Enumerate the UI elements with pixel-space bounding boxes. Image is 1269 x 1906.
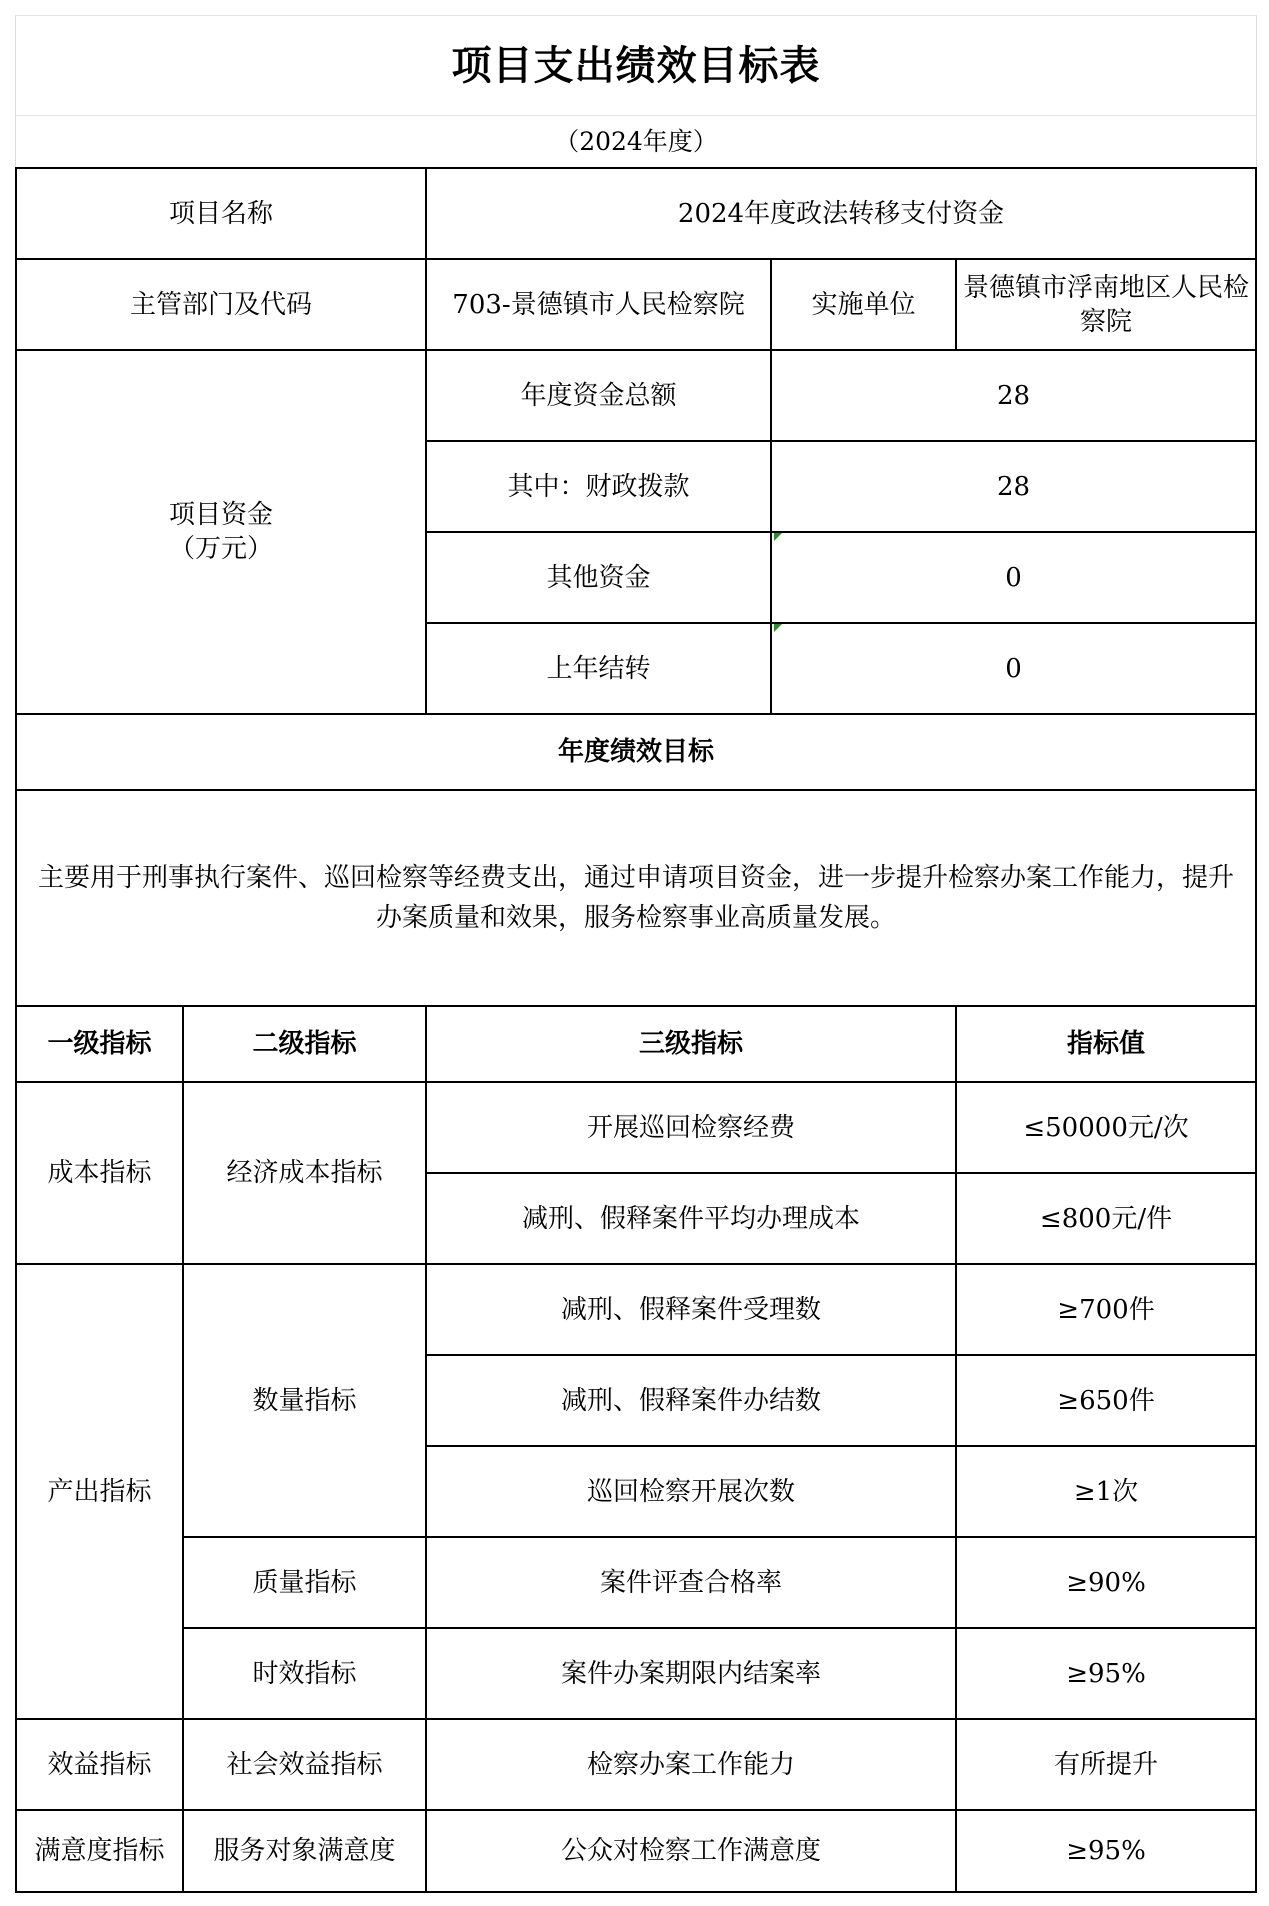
level2-quality: 质量指标 [184,1538,427,1629]
goal-text: 主要用于刑事执行案件、巡回检察等经费支出，通过申请项目资金，进一步提升检察办案工作能力，提升办案质量和效果，服务检察事业高质量发展。 [17,791,1255,1007]
funds-row-value: 0 [772,624,1255,715]
indicator-value: ≥1次 [957,1447,1255,1538]
funds-label-line2: （万元） [168,534,273,564]
indicator-value: ≥700件 [957,1265,1255,1356]
level2-timeliness: 时效指标 [184,1629,427,1720]
header-level3: 三级指标 [427,1007,957,1083]
level3-indicator: 巡回检察开展次数 [427,1447,957,1538]
funds-row-value: 0 [772,533,1255,624]
page-title: 项目支出绩效目标表 [451,43,821,89]
cell-comment-marker [774,624,782,632]
project-name-value: 2024年度政法转移支付资金 [427,169,1255,260]
funds-row-value: 28 [772,442,1255,533]
project-name-label: 项目名称 [17,169,427,260]
indicator-value: 有所提升 [957,1720,1255,1811]
year-block [15,115,1257,168]
funds-row-label: 年度资金总额 [427,351,772,442]
title-block [15,15,1257,116]
level2-economic-cost: 经济成本指标 [184,1083,427,1265]
funds-row-label: 其他资金 [427,533,772,624]
level2-service-satisfaction: 服务对象满意度 [184,1811,427,1891]
level1-benefit: 效益指标 [17,1720,184,1811]
impl-label: 实施单位 [772,260,957,351]
level1-cost: 成本指标 [17,1083,184,1265]
indicator-value: ≥95% [1066,1836,1146,1866]
dept-label: 主管部门及代码 [17,260,427,351]
funds-label-line1: 项目资金 [168,500,273,530]
header-value: 指标值 [957,1007,1255,1083]
dept-value: 703-景德镇市人民检察院 [427,260,772,351]
level3-indicator: 开展巡回检察经费 [427,1083,957,1174]
cell-comment-marker [774,533,782,541]
level3-indicator: 减刑、假释案件办结数 [427,1356,957,1447]
funds-row-label: 其中：财政拨款 [427,442,772,533]
indicator-value: ≥650件 [957,1356,1255,1447]
performance-table [15,167,1257,1893]
indicator-value: ≥95% [957,1629,1255,1720]
level3-indicator: 案件办案期限内结案率 [427,1629,957,1720]
level3-indicator: 减刑、假释案件平均办理成本 [427,1174,957,1265]
level2-social-benefit: 社会效益指标 [184,1720,427,1811]
goal-heading: 年度绩效目标 [17,715,1255,791]
impl-value: 景德镇市浮南地区人民检察院 [957,260,1255,351]
funds-label [17,351,427,715]
level2-quantity: 数量指标 [184,1265,427,1538]
level3-indicator: 公众对检察工作满意度 [427,1811,957,1891]
indicator-value: ≤800元/件 [957,1174,1255,1265]
level1-output: 产出指标 [17,1265,184,1720]
fiscal-year: （2024年度） [554,127,718,156]
indicator-value: ≥90% [957,1538,1255,1629]
level3-indicator: 减刑、假释案件受理数 [427,1265,957,1356]
indicator-value: ≤50000元/次 [957,1083,1255,1174]
level3-indicator: 案件评查合格率 [427,1538,957,1629]
header-level2: 二级指标 [184,1007,427,1083]
header-level1: 一级指标 [17,1007,184,1083]
level3-indicator: 检察办案工作能力 [427,1720,957,1811]
funds-row-value: 28 [772,351,1255,442]
level1-satisfaction: 满意度指标 [17,1811,184,1891]
funds-row-label: 上年结转 [427,624,772,715]
